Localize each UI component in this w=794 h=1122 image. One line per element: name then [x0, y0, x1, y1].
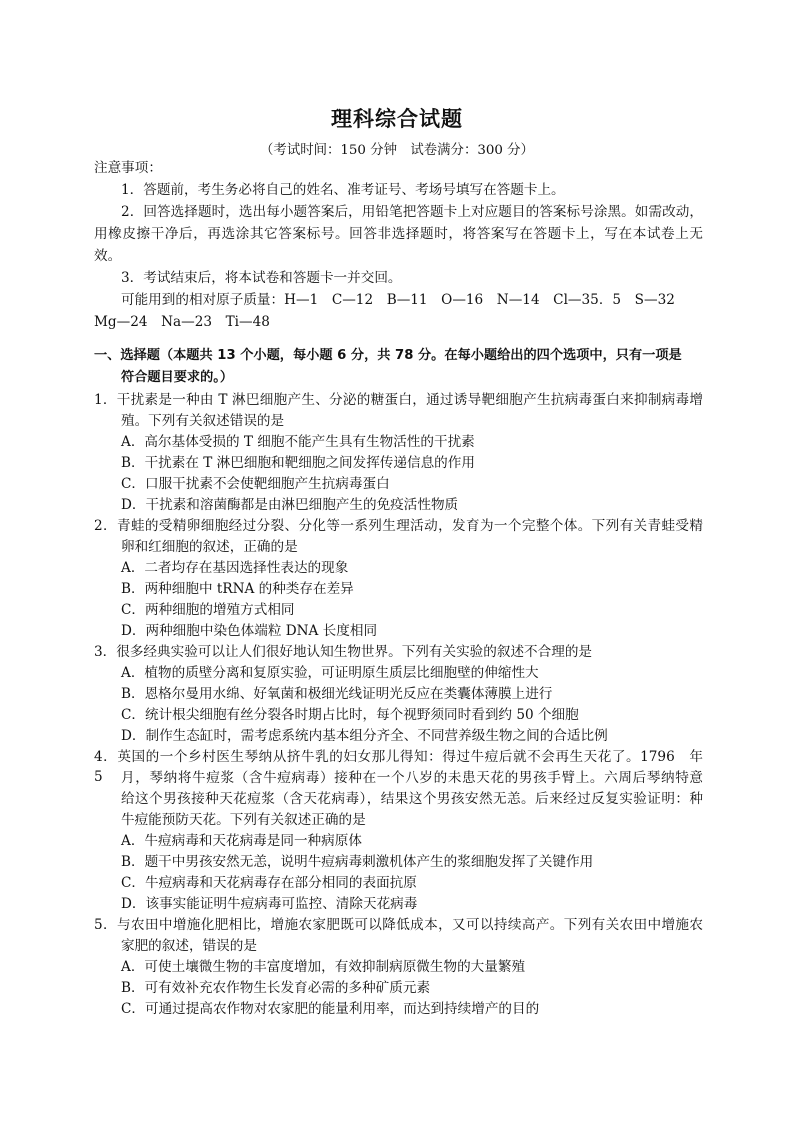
notice-item-1: 1．答题前，考生务必将自己的姓名、准考证号、考场号填写在答题卡上。 [121, 182, 565, 198]
question-3-option-c: C．统计根尖细胞有丝分裂各时期占比时，每个视野须同时看到约 50 个细胞 [121, 707, 579, 723]
question-1-option-b: B．干扰素在 T 淋巴细胞和靶细胞之间发挥传递信息的作用 [121, 455, 475, 471]
question-5-option-a: A．可使土壤微生物的丰富度增加，有效抑制病原微生物的大量繁殖 [121, 959, 526, 975]
question-3-stem: 3．很多经典实验可以让人们很好地认知生物世界。下列有关实验的叙述不合理的是 [94, 644, 593, 660]
question-4-stem-cont-3: 牛痘能预防天花。下列有关叙述正确的是 [121, 812, 366, 828]
question-1-stem: 1．干扰素是一种由 T 淋巴细胞产生、分泌的糖蛋白，通过诱导靶细胞产生抗病毒蛋白来抑制病毒增 [94, 392, 703, 408]
atomic-mass-line-2: Mg—24 Na—23 Ti—48 [94, 314, 270, 330]
question-2-option-c: C．两种细胞的增殖方式相同 [121, 602, 295, 618]
notice-item-3: 3．考试结束后，将本试卷和答题卡一并交回。 [121, 270, 402, 286]
question-4-stem: 4．英国的一个乡村医生琴纳从挤牛乳的妇女那儿得知：得过牛痘后就不会再生天花了。1796 年 5 [94, 749, 717, 785]
question-3-option-d: D．制作生态缸时，需考虑系统内基本组分齐全、不同营养级生物之间的合适比例 [121, 728, 608, 744]
notice-item-2: 2．回答选择题时，选出每小题答案后，用铅笔把答题卡上对应题目的答案标号涂黑。如需改动， [121, 204, 703, 220]
question-1-option-a: A．高尔基体受损的 T 细胞不能产生具有生物活性的干扰素 [121, 434, 475, 450]
question-2-stem-cont: 卵和红细胞的叙述，正确的是 [121, 539, 298, 555]
question-3-option-b: B．恩格尔曼用水绵、好氧菌和极细光线证明光反应在类囊体薄膜上进行 [121, 686, 553, 702]
question-4-option-a: A．牛痘病毒和天花病毒是同一种病原体 [121, 833, 362, 849]
question-4-option-c: C．牛痘病毒和天花病毒存在部分相同的表面抗原 [121, 875, 417, 891]
question-4-stem-cont-1: 月，琴纳将牛痘浆（含牛痘病毒）接种在一个八岁的未患天花的男孩手臂上。六周后琴纳特意 [121, 770, 703, 786]
notice-heading: 注意事项： [94, 160, 162, 176]
question-4-option-d: D．该事实能证明牛痘病毒可监控、清除天花病毒 [121, 896, 418, 912]
question-5-option-b: B．可有效补充农作物生长发育必需的多种矿质元素 [121, 980, 431, 996]
atomic-mass-line-1: 可能用到的相对原子质量：H—1 C—12 B—11 O—16 N—14 Cl—35．5 S—32 [121, 292, 675, 308]
question-5-stem-cont: 家肥的叙述，错误的是 [121, 938, 257, 954]
question-5-option-c: C．可通过提高农作物对农家肥的能量利用率，而达到持续增产的目的 [121, 1001, 540, 1017]
question-2-stem: 2．青蛙的受精卵细胞经过分裂、分化等一系列生理活动，发育为一个完整个体。下列有关青蛙受精 [94, 518, 703, 534]
question-5-stem: 5．与农田中增施化肥相比，增施农家肥既可以降低成本，又可以持续高产。下列有关农田中增施农 [94, 917, 703, 933]
question-1-stem-cont: 殖。下列有关叙述错误的是 [121, 413, 285, 429]
question-2-option-a: A．二者均存在基因选择性表达的现象 [121, 560, 349, 576]
question-2-option-d: D．两种细胞中染色体端粒 DNA 长度相同 [121, 623, 378, 639]
question-4-option-b: B．题干中男孩安然无恙，说明牛痘病毒刺激机体产生的浆细胞发挥了关键作用 [121, 854, 594, 870]
exam-subtitle: （考试时间：150 分钟 试卷满分：300 分） [260, 143, 534, 158]
question-3-option-a: A．植物的质壁分离和复原实验，可证明原生质层比细胞壁的伸缩性大 [121, 665, 539, 681]
notice-item-2-end: 效。 [94, 248, 122, 264]
question-4-stem-cont-2: 给这个男孩接种天花痘浆（含天花病毒），结果这个男孩安然无恙。后来经过反复实验证明：种 [121, 791, 703, 807]
question-1-option-d: D．干扰素和溶菌酶都是由淋巴细胞产生的免疫活性物质 [121, 497, 459, 513]
notice-item-2-cont: 用橡皮擦干净后，再选涂其它答案标号。回答非选择题时，将答案写在答题卡上，写在本试卷上无 [94, 226, 703, 242]
section-heading-cont: 符合题目要求的。） [121, 370, 234, 385]
question-2-option-b: B．两种细胞中 tRNA 的种类存在差异 [121, 581, 354, 597]
question-1-option-c: C．口服干扰素不会使靶细胞产生抗病毒蛋白 [121, 476, 390, 492]
section-heading: 一、选择题（本题共 13 个小题，每小题 6 分，共 78 分。在每小题给出的四个选项中，只有一项是 [94, 348, 682, 363]
exam-title: 理科综合试题 [331, 107, 463, 131]
